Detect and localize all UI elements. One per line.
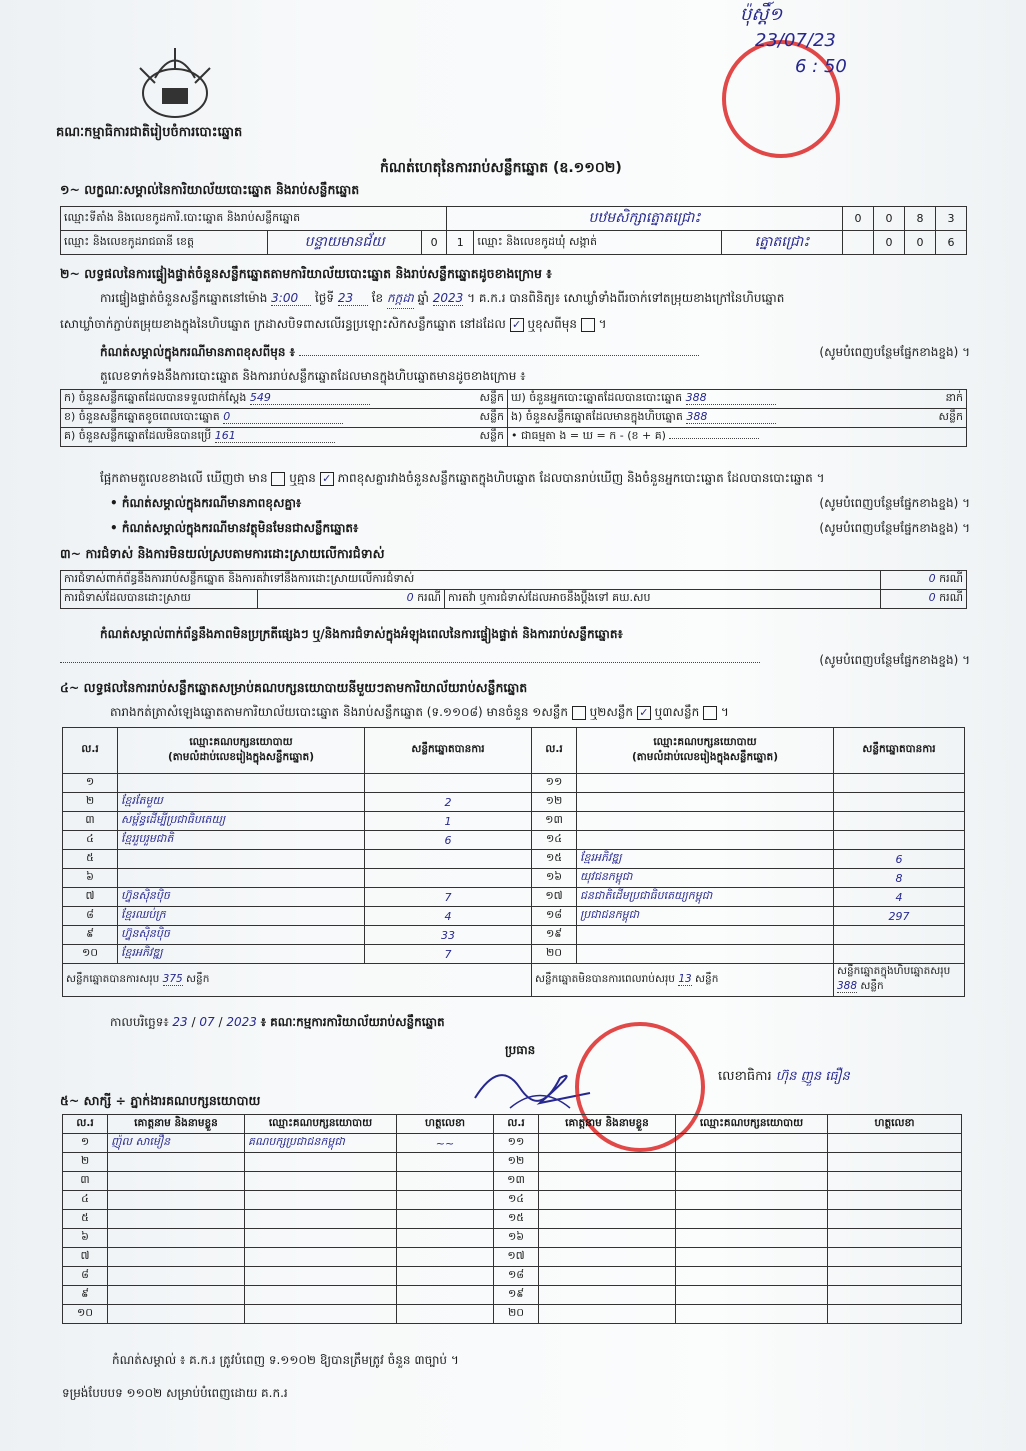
witness-sign [828, 1286, 962, 1305]
witness-name [539, 1286, 676, 1305]
result-party [118, 774, 365, 793]
one-sheet-checkbox[interactable] [572, 706, 586, 720]
figure-left-unit: សន្លឹក [479, 429, 504, 442]
result-votes [365, 850, 532, 869]
result-no: ១១ [532, 774, 577, 793]
figure-left-value: 0 [223, 410, 343, 424]
witness-name [108, 1210, 245, 1229]
total-invalid: 13 [678, 972, 692, 985]
witness-party [676, 1286, 828, 1305]
witness-party [245, 1305, 397, 1324]
verify-day: 23 [338, 291, 368, 306]
figure-right-label: ង) ចំនួនសន្លឹកឆ្នោតដែលមានក្នុងហិបឆ្នោត [511, 410, 683, 423]
station-label: ឈ្មោះទីតាំង និងលេខកូដការិ.បោះឆ្នោត និងរាប់សន្លឹកឆ្នោត [61, 207, 447, 231]
w-col-party-right: ឈ្មោះគណបក្សនយោបាយ [676, 1115, 828, 1134]
witness-sign [397, 1286, 494, 1305]
commune-label: ឈ្មោះ និងលេខកូដឃុំ សង្កាត់ [474, 231, 722, 255]
col-party-right: ឈ្មោះគណបក្សនយោបាយ (តាមលំដាប់លេខរៀងក្នុងសន្លឹកឆ្នោត) [577, 728, 834, 774]
figure-left-value: 161 [215, 429, 335, 443]
witness-name [108, 1286, 245, 1305]
w-col-no-left: ល.រ [63, 1115, 108, 1134]
result-party: ហ្វ៊ុនស៊ិនប៉ិច [118, 926, 365, 945]
witness-party: គណបក្សប្រជាជនកម្ពុជា [245, 1134, 397, 1153]
total-box: 388 [837, 980, 858, 992]
results-row [63, 926, 965, 945]
witness-sign [397, 1267, 494, 1286]
witness-party [245, 1172, 397, 1191]
witness-row [63, 1305, 962, 1324]
figure-right-label: • ជាធម្មតា ង = ឃ = ក - (ខ + គ) [511, 429, 666, 442]
witness-party [245, 1191, 397, 1210]
result-no: ១២ [532, 793, 577, 812]
result-votes: 297 [834, 907, 965, 926]
w-col-party-left: ឈ្មោះគណបក្សនយោបាយ [245, 1115, 397, 1134]
resolved-count: 0 ករណី [258, 590, 445, 609]
result-no: ៥ [63, 850, 118, 869]
witness-row [63, 1229, 962, 1248]
objections-label: ការជំទាស់ពាក់ព័ន្ធនឹងការរាប់សន្លឹកឆ្នោត និងការតវ៉ាទៅនឹងការដោះស្រាយលើការជំទាស់ [61, 571, 881, 590]
witness-no: ១៣ [494, 1172, 539, 1191]
result-votes [834, 831, 965, 850]
province-value: បន្ទាយមានជ័យ [268, 231, 422, 255]
witness-party [676, 1305, 828, 1324]
witness-no: ១៤ [494, 1191, 539, 1210]
witness-name [539, 1210, 676, 1229]
result-party: ខ្មែរអភិវឌ្ឍ [577, 850, 834, 869]
commune-code-3: 6 [936, 231, 967, 255]
result-no: ១៣ [532, 812, 577, 831]
form-title: កំណត់ហេតុនៃការរាប់សន្លឹកឆ្នោត (ឧ.១១០២) [380, 160, 622, 176]
witness-sign [828, 1210, 962, 1229]
figures-intro: តួលេខទាក់ទងនឹងការបោះឆ្នោត និងការរាប់សន្លឹកឆ្នោតដែលមានក្នុងហិបឆ្នោតមានដូចខាងក្រោម ៖ [100, 369, 526, 383]
witness-sign [828, 1229, 962, 1248]
results-row [63, 907, 965, 926]
witness-no: ១ [63, 1134, 108, 1153]
sign-year: 2023 [226, 1015, 257, 1029]
figure-right-unit: នាក់ [945, 391, 963, 404]
witness-row [63, 1286, 962, 1305]
result-votes: 6 [365, 831, 532, 850]
col-party-left: ឈ្មោះគណបក្សនយោបាយ (តាមលំដាប់លេខរៀងក្នុងសន្លឹកឆ្នោត) [118, 728, 365, 774]
w-col-name-right: គោត្តនាម និងនាមខ្លួន [539, 1115, 676, 1134]
section5-heading: ៥~ សាក្សី ÷ ភ្នាក់ងារគណបក្សនយោបាយ [60, 1093, 261, 1108]
witness-party [676, 1267, 828, 1286]
result-no: ១០ [63, 945, 118, 964]
figure-right-cell [508, 409, 967, 428]
province-label: ឈ្មោះ និងលេខកូដរាជធានី ខេត្ត [61, 231, 268, 255]
results-table [62, 727, 965, 997]
col-no-right: ល.រ [532, 728, 577, 774]
witness-name [539, 1305, 676, 1324]
col-votes-left: សន្លឹកឆ្នោតបានការ [365, 728, 532, 774]
commune-code-pad [843, 231, 874, 255]
irregularity-fill: (សូមបំពេញបន្ថែមផ្នែកខាងខ្នង) ។ [60, 652, 970, 670]
figure-right-value [669, 438, 759, 439]
result-party: ប្រជាជនកម្ពុជា [577, 907, 834, 926]
result-votes: 8 [834, 869, 965, 888]
w-col-name-left: គោត្តនាម និងនាមខ្លួន [108, 1115, 245, 1134]
witness-row [63, 1191, 962, 1210]
secretary-name: ហ៊ុន ញួន ធឿន [775, 1069, 850, 1084]
witness-sign [397, 1210, 494, 1229]
has-discrepancy-checkbox[interactable] [271, 472, 285, 486]
sign-month: 07 [199, 1015, 215, 1029]
witness-no: ៣ [63, 1172, 108, 1191]
witness-sign [397, 1229, 494, 1248]
commission-name: គណៈកម្មាធិការជាតិរៀបចំការបោះឆ្នោត [56, 125, 243, 140]
witness-sign [397, 1153, 494, 1172]
witness-no: ១១ [494, 1134, 539, 1153]
result-votes: 2 [365, 793, 532, 812]
chair-label: ប្រធាន [505, 1043, 536, 1057]
result-votes: 33 [365, 926, 532, 945]
witness-party [245, 1153, 397, 1172]
result-no: ៧ [63, 888, 118, 907]
total-valid: 375 [162, 972, 183, 985]
witness-row [63, 1134, 962, 1153]
result-party: ខ្មែរឈប់ក្រ [118, 907, 365, 926]
witness-no: ១២ [494, 1153, 539, 1172]
appeal-count: 0 ករណី [880, 590, 966, 609]
witness-sign [828, 1191, 962, 1210]
result-no: ២ [63, 793, 118, 812]
two-sheets-checkbox[interactable]: ✓ [637, 706, 651, 720]
witness-party [676, 1210, 828, 1229]
witness-no: ១៥ [494, 1210, 539, 1229]
figures-row [61, 390, 967, 409]
figure-right-cell [508, 428, 967, 447]
witness-party [245, 1210, 397, 1229]
footnote: កំណត់សម្គាល់ ៖ គ.ក.រ ត្រូវបំពេញ ទ.១១០២ ឱ្យបានត្រឹមត្រូវ ចំនួន ៣ច្បាប់ ។ [112, 1353, 459, 1367]
witness-party [245, 1229, 397, 1248]
witness-party [245, 1248, 397, 1267]
witness-sign [828, 1267, 962, 1286]
col-no-left: ល.រ [63, 728, 118, 774]
witness-sign [828, 1172, 962, 1191]
result-no: ១៧ [532, 888, 577, 907]
figure-right-unit: សន្លឹក [938, 410, 963, 423]
stamp-date: 23/07/23 [755, 30, 836, 51]
section1-table [60, 206, 967, 255]
figures-table [60, 389, 967, 447]
result-votes: 7 [365, 945, 532, 964]
province-code-1: 0 [422, 231, 447, 255]
witness-name: ញ៉ុល សាមឿន [108, 1134, 245, 1153]
witness-name [539, 1248, 676, 1267]
witness-no: ១៧ [494, 1248, 539, 1267]
figure-left-label: គ) ចំនួនសន្លឹកឆ្នោតដែលមិនបានប្រើ [64, 429, 212, 442]
figure-right-value: 388 [686, 391, 776, 405]
result-no: ៦ [63, 869, 118, 888]
result-no: ១ [63, 774, 118, 793]
commune-code-2: 0 [905, 231, 936, 255]
objections-table [60, 570, 967, 609]
witness-name [539, 1172, 676, 1191]
stamp-time: 6 : 50 [795, 56, 847, 77]
result-votes [834, 812, 965, 831]
result-votes [365, 774, 532, 793]
witness-no: ១៦ [494, 1229, 539, 1248]
bullet-foreign-objects: • កំណត់សម្គាល់ក្នុងករណីមានវត្ថុមិនមែនជាសន្លឹកឆ្នោត៖ (សូមបំពេញបន្ថែមផ្នែកខាងខ្នង) ។ [110, 521, 970, 535]
witness-row [63, 1172, 962, 1191]
note-change-line: កំណត់សម្គាល់ក្នុងករណីមានភាពខុសពីមុន ៖ (សូមបំពេញបន្ថែមផ្នែកខាងខ្នង) ។ [100, 345, 970, 359]
witness-sign [828, 1248, 962, 1267]
station-code-3: 8 [905, 207, 936, 231]
witness-party [676, 1229, 828, 1248]
section3-heading: ៣~ ការជំទាស់ និងការមិនយល់ស្របតាមការដោះស្រាយលើការជំទាស់ [60, 546, 385, 561]
result-party: ខ្មែរតែមួយ [118, 793, 365, 812]
witness-sign [828, 1134, 962, 1153]
result-no: ៨ [63, 907, 118, 926]
witness-no: ៧ [63, 1248, 108, 1267]
station-code-1: 0 [843, 207, 874, 231]
result-party [577, 831, 834, 850]
result-party [118, 850, 365, 869]
witness-party [676, 1172, 828, 1191]
witness-name [539, 1134, 676, 1153]
w-col-sign-left: ហត្ថលេខា [397, 1115, 494, 1134]
figure-left-cell [61, 390, 508, 409]
witness-no: ២០ [494, 1305, 539, 1324]
result-party [577, 793, 834, 812]
commune-code-1: 0 [874, 231, 905, 255]
figure-left-unit: សន្លឹក [479, 391, 504, 404]
witness-party [245, 1286, 397, 1305]
result-party [577, 812, 834, 831]
witness-no: ៥ [63, 1210, 108, 1229]
station-code-4: 3 [936, 207, 967, 231]
witness-sign [397, 1305, 494, 1324]
verify-time: 3:00 [271, 291, 311, 306]
witness-no: ២ [63, 1153, 108, 1172]
witness-no: ១០ [63, 1305, 108, 1324]
result-party: យុវជនកម្ពុជា [577, 869, 834, 888]
witness-name [108, 1267, 245, 1286]
result-party: ខ្មែរអភិវឌ្ឍ [118, 945, 365, 964]
witness-name [108, 1153, 245, 1172]
witness-party [245, 1267, 397, 1286]
witness-name [108, 1191, 245, 1210]
witness-name [539, 1229, 676, 1248]
figure-left-label: ខ) ចំនួនសន្លឹកឆ្នោតខូចពេលបោះឆ្នោត [64, 410, 220, 423]
result-party: ជនជាតិដើមប្រជាធិបតេយ្យកម្ពុជា [577, 888, 834, 907]
witness-no: ១៨ [494, 1267, 539, 1286]
figure-left-unit: សន្លឹក [479, 410, 504, 423]
witness-name [539, 1267, 676, 1286]
results-row [63, 793, 965, 812]
result-party [118, 869, 365, 888]
result-party [577, 774, 834, 793]
section2-heading: ២~ លទ្ធផលនៃការផ្ទៀងផ្ទាត់ចំនួនសន្លឹកឆ្នោតតាមការិយាល័យបោះឆ្នោត និងរាប់សន្លឹកឆ្នោតដូចខាងក្រោម ៖ [60, 266, 552, 281]
section1-heading: ១~ លក្ខណៈសម្គាល់នៃការិយាល័យបោះឆ្នោត និងរាប់សន្លឹកឆ្នោត [60, 182, 360, 197]
no-discrepancy-checkbox[interactable]: ✓ [320, 472, 334, 486]
witness-no: ៦ [63, 1229, 108, 1248]
total-valid-cell: សន្លឹកឆ្នោតបានការសរុប 375 សន្លឹក [63, 964, 532, 997]
witness-name [539, 1153, 676, 1172]
stamp-line1: ប៉ុស្ដិ៍១ [740, 4, 783, 25]
witness-sign [397, 1191, 494, 1210]
bullet-discrepancy: • កំណត់សម្គាល់ក្នុងករណីមានភាពខុសគ្នា៖ (សូមបំពេញបន្ថែមផ្នែកខាងខ្នង) ។ [110, 496, 970, 510]
result-party: ខ្មែររួបរួមជាតិ [118, 831, 365, 850]
witness-no: ១៩ [494, 1286, 539, 1305]
witness-no: ៨ [63, 1267, 108, 1286]
result-no: ១៨ [532, 907, 577, 926]
w-col-no-right: ល.រ [494, 1115, 539, 1134]
result-votes [365, 869, 532, 888]
witness-sign [397, 1248, 494, 1267]
station-value: បឋមសិក្សាត្នោតជ្រោះ [447, 207, 843, 231]
witness-party [676, 1134, 828, 1153]
result-party [577, 926, 834, 945]
figure-left-label: ក) ចំនួនសន្លឹកឆ្នោតដែលបានទទួលជាក់ស្ដែង [64, 391, 247, 404]
result-no: ១៤ [532, 831, 577, 850]
resolved-label: ការជំទាស់ដែលបានដោះស្រាយ [61, 590, 258, 609]
sign-day: 23 [172, 1015, 188, 1029]
stamp-handwriting [740, 2, 920, 80]
verify-month: កក្កដា [387, 290, 414, 309]
objections-count: 0 ករណី [880, 571, 966, 590]
form-note: ទម្រង់បែបបទ ១១០២ សម្រាប់បំពេញដោយ គ.ក.រ [62, 1386, 288, 1400]
result-votes [834, 793, 965, 812]
seal-status-line: សោឃ្លាំចាក់ភ្ជាប់តម្រុយខាងក្នុងនៃហិបឆ្នោត ក្រដាសបិទពាសលើរន្ធប្រឡោះសិកសន្លឹកឆ្នោត នៅដដែល ✓ ឬខុសពីមុន ។ [60, 317, 607, 331]
changed-checkbox[interactable] [581, 318, 595, 332]
result-votes: 1 [365, 812, 532, 831]
witness-party [676, 1191, 828, 1210]
discrepancy-line: ផ្អែកតាមតួលេខខាងលើ ឃើញថា មាន ឬគ្មាន ✓ ភាពខុសគ្នារវាងចំនួនសន្លឹកឆ្នោតក្នុងហិបឆ្នោត ដែលបានរាប់ឃើញ និងចំនួនអ្នកបោះឆ្នោត ដែលបានបោះឆ្នោត ។ [100, 471, 825, 485]
witness-name [108, 1248, 245, 1267]
result-votes: 4 [365, 907, 532, 926]
figure-right-cell [508, 390, 967, 409]
station-code-2: 0 [874, 207, 905, 231]
results-row [63, 888, 965, 907]
commune-value: ត្នោតជ្រោះ [722, 231, 843, 255]
result-votes: 6 [834, 850, 965, 869]
results-row [63, 774, 965, 793]
witness-row [63, 1248, 962, 1267]
result-votes [834, 926, 965, 945]
figure-right-label: ឃ) ចំនួនអ្នកបោះឆ្នោតដែលបានបោះឆ្នោត [511, 391, 683, 404]
witness-row [63, 1153, 962, 1172]
province-code-2: 1 [447, 231, 474, 255]
figure-right-value: 388 [686, 410, 776, 424]
signing-date-line: កាលបរិច្ឆេទ៖ 23 / 07 / 2023 ៖ គណៈកម្មការការិយាល័យរាប់សន្លឹកឆ្នោត [110, 1015, 445, 1029]
unchanged-checkbox[interactable]: ✓ [510, 318, 524, 332]
col-votes-right: សន្លឹកឆ្នោតបានការ [834, 728, 965, 774]
results-row [63, 850, 965, 869]
witness-name [108, 1172, 245, 1191]
witness-row [63, 1267, 962, 1286]
w-col-sign-right: ហត្ថលេខា [828, 1115, 962, 1134]
witness-sign: ~~ [397, 1134, 494, 1153]
result-votes: 7 [365, 888, 532, 907]
results-row [63, 945, 965, 964]
witness-no: ៤ [63, 1191, 108, 1210]
result-party: ហ្វ៊ុនស៊ិនប៉ិច [118, 888, 365, 907]
figures-row [61, 428, 967, 447]
witness-party [676, 1153, 828, 1172]
figure-left-value: 549 [250, 391, 370, 405]
figure-left-cell [61, 409, 508, 428]
secretary-line: លេខាធិការ ហ៊ុន ញួន ធឿន [718, 1069, 850, 1084]
result-party [577, 945, 834, 964]
witness-name [539, 1191, 676, 1210]
witness-no: ៩ [63, 1286, 108, 1305]
witness-sign [397, 1172, 494, 1191]
results-row [63, 831, 965, 850]
result-no: ៤ [63, 831, 118, 850]
three-sheets-checkbox[interactable] [703, 706, 717, 720]
verification-paragraph: ការផ្ទៀងផ្ទាត់ចំនួនសន្លឹកឆ្នោតនៅម៉ោង 3:00 ថ្ងៃទី 23 ខែ កក្កដា ឆ្នាំ 2023 ។ គ.ក.រ បានពិនិត្យ៖ សោឃ្លាំទាំងពីរចាក់ទៅតម្រុយខាងក្រៅនៃហិបឆ្នោត [100, 290, 970, 309]
figure-left-cell [61, 428, 508, 447]
witness-sign [828, 1305, 962, 1324]
result-no: ២០ [532, 945, 577, 964]
result-no: ១៦ [532, 869, 577, 888]
result-no: ៣ [63, 812, 118, 831]
result-votes [834, 945, 965, 964]
result-no: ៩ [63, 926, 118, 945]
tally-sheets-line: តារាងកត់ត្រាសំឡេងឆ្នោតតាមការិយាល័យបោះឆ្នោត និងរាប់សន្លឹកឆ្នោត (ទ.១១០៨) មានចំនួន ១សន្លឹក ឬ២សន្លឹក ✓ ឬ៣សន្លឹក ។ [110, 705, 729, 719]
section4-heading: ៤~ លទ្ធផលនៃការរាប់សន្លឹកឆ្នោតសម្រាប់គណបក្សនយោបាយនីមួយៗតាមការិយាល័យរាប់សន្លឹកឆ្នោត [60, 680, 528, 695]
witness-table [62, 1114, 962, 1324]
total-invalid-cell: សន្លឹកឆ្នោតមិនបានការពេលរាប់សរុប 13 សន្លឹក [532, 964, 834, 997]
appeal-label: ការតវ៉ា ឬការជំទាស់ដែលអាចនឹងប្ដឹងទៅ គឃ.សប [445, 590, 881, 609]
result-party: សម្ព័ន្ធដើម្បីប្រជាធិបតេយ្យ [118, 812, 365, 831]
figures-row [61, 409, 967, 428]
witness-name [108, 1305, 245, 1324]
result-no: ១៩ [532, 926, 577, 945]
results-row [63, 812, 965, 831]
irregularity-note: កំណត់សម្គាល់ពាក់ព័ន្ធនឹងភាពមិនប្រក្រតីផ្សេងៗ ឬ/និងការជំទាស់ក្នុងអំឡុងពេលនៃការផ្ទៀងផ្ទាត់ និងការរាប់សន្លឹកឆ្នោត៖ [100, 627, 623, 641]
witness-party [676, 1248, 828, 1267]
nec-emblem [120, 38, 230, 123]
total-box-cell: សន្លឹកឆ្នោតក្នុងហិបឆ្នោតសរុប 388 សន្លឹក [834, 964, 965, 997]
result-no: ១៥ [532, 850, 577, 869]
results-row [63, 869, 965, 888]
witness-row [63, 1210, 962, 1229]
verify-year: 2023 [432, 291, 464, 305]
result-votes [834, 774, 965, 793]
witness-name [108, 1229, 245, 1248]
result-votes: 4 [834, 888, 965, 907]
witness-sign [828, 1153, 962, 1172]
